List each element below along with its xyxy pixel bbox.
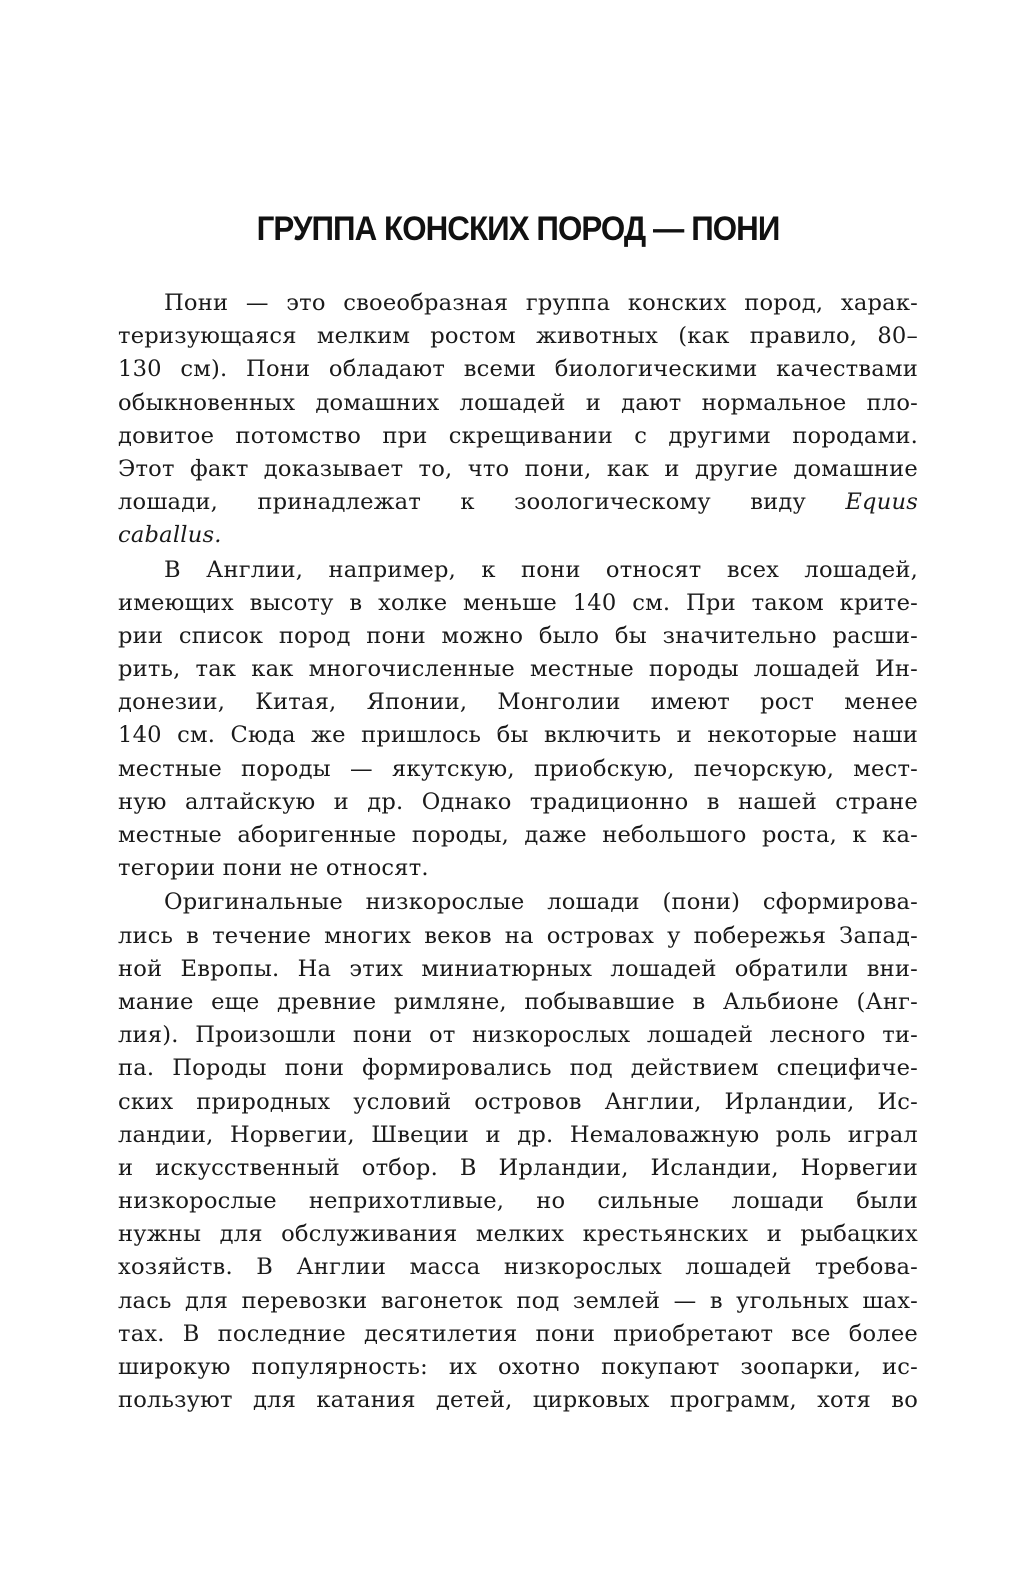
text-line: рии список пород пони можно было бы значительно расши-	[118, 622, 918, 649]
chapter-heading: ГРУППА КОНСКИХ ПОРОД — ПОНИ	[256, 210, 780, 248]
text-line: В Англии, например, к пони относят всех лошадей,	[164, 556, 918, 583]
text-line: 130 см). Пони обладают всеми биологическими качествами	[118, 356, 918, 383]
text-line: нужны для обслуживания мелких крестьянских и рыбацких	[118, 1221, 918, 1248]
text-line: и искусственный отбор. В Ирландии, Исландии, Норвегии	[118, 1154, 918, 1181]
italic-term: caballus.	[118, 522, 222, 549]
paragraph-3	[118, 886, 918, 1417]
text-line: лась для перевозки вагонеток под землей — в угольных шах-	[118, 1287, 918, 1314]
text-line: местные аборигенные породы, даже небольшого роста, к ка-	[118, 822, 918, 848]
text-line: Оригинальные низкорослые лошади (пони) сформирова-	[164, 889, 918, 916]
text-line: ских природных условий островов Англии, Ирландии, Ис-	[118, 1088, 918, 1115]
text-line: лись в течение многих веков на островах у побережья Запад-	[118, 922, 918, 949]
text-line: низкорослые неприхотливые, но сильные лошади были	[118, 1188, 918, 1215]
text-line: широкую популярность: их охотно покупают зоопарки, ис-	[118, 1354, 918, 1380]
text-line	[118, 486, 918, 519]
text-line: пользуют для катания детей, цирковых программ, хотя во	[118, 1387, 918, 1414]
text-line: Этот факт доказывает то, что пони, как и другие домашние	[118, 455, 918, 482]
text-line: довитое потомство при скрещивании с другими породами.	[118, 422, 918, 449]
text-line: хозяйств. В Англии масса низкорослых лошадей требова-	[118, 1254, 918, 1281]
text-line: местные породы — якутскую, приобскую, печорскую, мест-	[118, 755, 918, 782]
text-line: лия). Произошли пони от низкорослых лошадей лесного ти-	[118, 1022, 918, 1049]
text-line: 140 см. Сюда же пришлось бы включить и некоторые наши	[118, 722, 918, 749]
text-line: мание еще древние римляне, побывавшие в Альбионе (Анг-	[118, 988, 918, 1015]
text-line: донезии, Китая, Японии, Монголии имеют рост менее	[118, 689, 918, 716]
text-line: ной Европы. На этих миниатюрных лошадей обратили вни-	[118, 955, 918, 982]
text-line: рить, так как многочисленные местные породы лошадей Ин-	[118, 656, 918, 683]
text-line: Пони — это своеобразная группа конских пород, харак-	[164, 290, 918, 316]
italic-term: Equus	[845, 489, 918, 516]
text-line: ную алтайскую и др. Однако традиционно в нашей стране	[118, 788, 918, 815]
text-line: тегории пони не относят.	[118, 855, 429, 882]
text-line: обыкновенных домашних лошадей и дают нормальное пло-	[118, 389, 918, 416]
text-line: имеющих высоту в холке меньше 140 см. При таком крите-	[118, 589, 918, 616]
paragraph-1	[118, 287, 918, 553]
text-line: теризующаяся мелким ростом животных (как правило, 80–	[118, 323, 918, 350]
text-line-part: лошади, принадлежат к зоологическому виду	[118, 489, 846, 516]
text-line: тах. В последние десятилетия пони приобретают все более	[118, 1320, 918, 1347]
text-line	[118, 519, 918, 552]
text-line: ландии, Норвегии, Швеции и др. Немаловажную роль играл	[118, 1121, 918, 1148]
body-text	[118, 287, 918, 1417]
paragraph-2	[118, 554, 918, 886]
text-line: па. Породы пони формировались под действием специфиче-	[118, 1055, 918, 1082]
